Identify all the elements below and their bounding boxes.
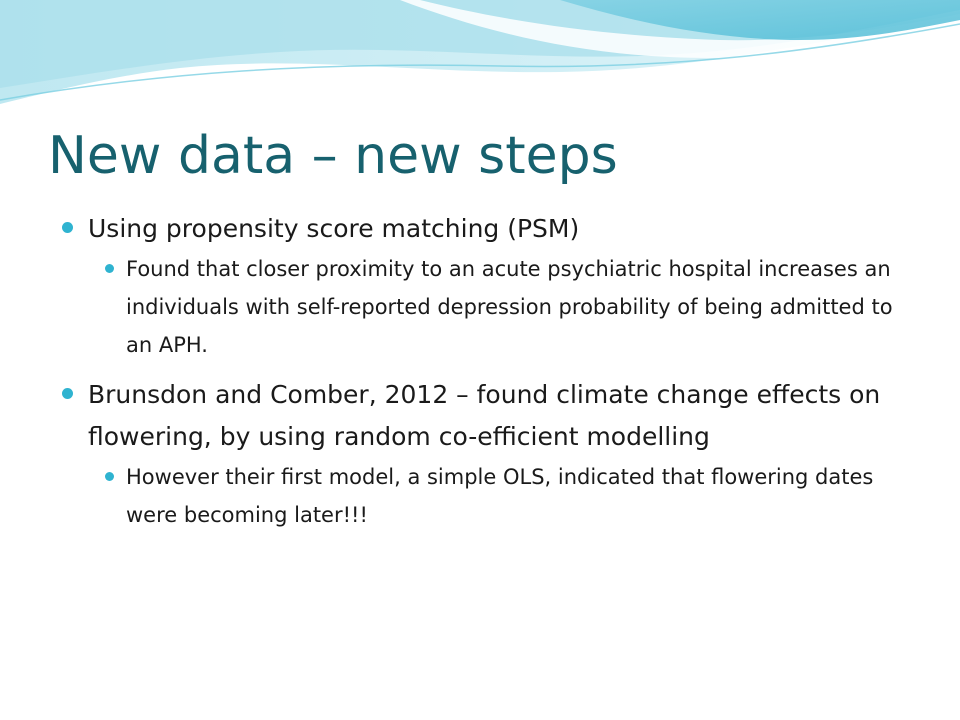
sub-bullet-item — [88, 250, 920, 364]
sub-bullet-text: However their first model, a simple OLS, indicated that flowering dates were becoming later!!! — [126, 465, 874, 527]
bullet-dot-icon — [62, 388, 73, 399]
bullet-item — [60, 374, 920, 534]
sub-bullet-item — [88, 458, 920, 534]
bullet-text: Brunsdon and Comber, 2012 – found climate change effects on flowering, by using random co-efficient modelling — [88, 380, 881, 451]
bullet-dot-icon — [62, 222, 73, 233]
sub-bullet-list — [88, 250, 920, 364]
bullet-item — [60, 208, 920, 364]
sub-bullet-text: Found that closer proximity to an acute psychiatric hospital increases an individuals with self-reported depression probability of being admitted to an APH. — [126, 257, 893, 357]
wave-header-decoration — [0, 0, 960, 120]
sub-bullet-dot-icon — [105, 472, 114, 481]
bullet-list — [60, 208, 920, 534]
sub-bullet-list — [88, 458, 920, 534]
sub-bullet-dot-icon — [105, 264, 114, 273]
slide-title: New data – new steps — [48, 126, 618, 186]
slide-content — [60, 208, 920, 544]
bullet-text: Using propensity score matching (PSM) — [88, 214, 580, 243]
